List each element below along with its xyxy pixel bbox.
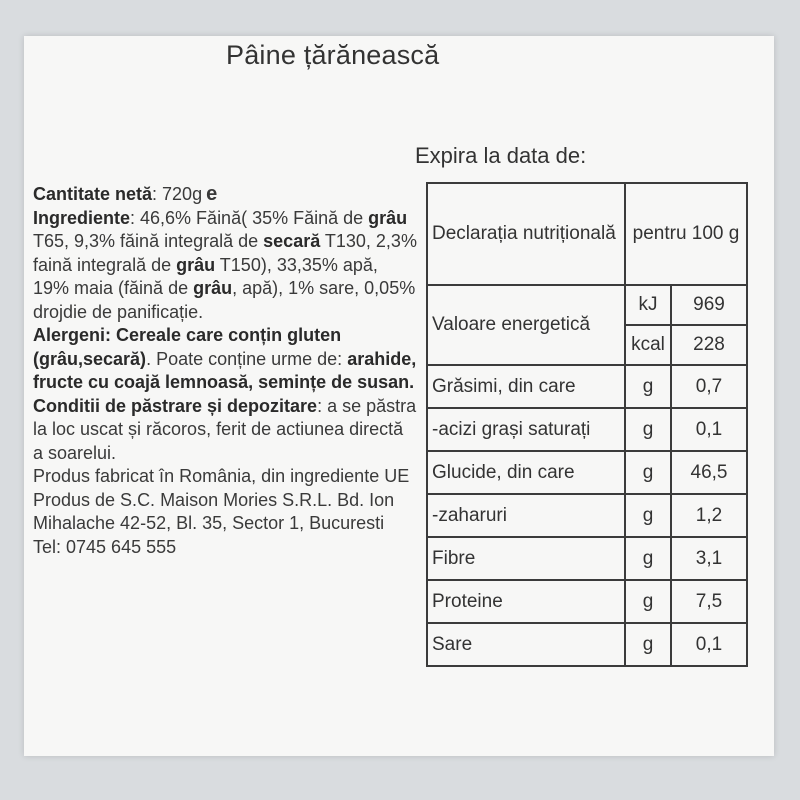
ingredients-label: Ingrediente: [33, 207, 131, 228]
nutrient-unit: g: [625, 408, 671, 451]
product-title: Pâine țărănească: [226, 40, 440, 70]
ingredients-text: , apă), 1% sare, 0,05% drojdie de panificație.: [33, 278, 416, 322]
storage-label: Conditii de păstrare și depozitare: [33, 395, 318, 416]
nutrient-value: 7,5: [671, 580, 747, 623]
energy-kcal-value: 228: [671, 325, 747, 365]
storage-text: : a se păstra la loc uscat și răcoros, ferit de actiunea directă a soarelui.: [33, 395, 417, 463]
storage-conditions: [33, 395, 418, 466]
allergen-highlight: secară: [263, 231, 321, 251]
table-row: [427, 537, 747, 580]
nutrient-value: 46,5: [671, 451, 747, 494]
nutrient-unit: g: [625, 623, 671, 666]
nutrient-name: Fibre: [427, 537, 625, 580]
nutrient-name: Sare: [427, 623, 625, 666]
ingredients-text: T65, 9,3% făină integrală de: [33, 231, 264, 251]
table-row: [427, 408, 747, 451]
nutrient-unit: g: [625, 580, 671, 623]
ingredients-text: T130, 2,3% faină integrală de: [33, 231, 417, 275]
table-row: [427, 580, 747, 623]
table-row: [427, 183, 747, 285]
nutrient-unit: g: [625, 494, 671, 537]
table-row: [427, 451, 747, 494]
nutrient-value: 0,1: [671, 623, 747, 666]
ingredients-text: T150), 33,35% apă, 19% maia (făină de: [33, 254, 378, 298]
net-quantity-label: Cantitate netă: [33, 184, 153, 204]
table-row: [427, 365, 747, 408]
nutrient-value: 0,7: [671, 365, 747, 408]
expiry-label: Expira la data de:: [415, 143, 587, 168]
net-quantity: [33, 183, 418, 207]
nutrition-table: [426, 182, 748, 667]
allergens-label: Alergeni: Cereale care conțin gluten (grâu,secară): [33, 325, 342, 369]
nutrient-value: 3,1: [671, 537, 747, 580]
nutrient-name: Proteine: [427, 580, 625, 623]
nutrient-unit: g: [625, 537, 671, 580]
nutrient-unit: g: [625, 365, 671, 408]
energy-kcal-unit: kcal: [625, 325, 671, 365]
allergens-traces: arahide, fructe cu coajă lemnoasă, semințe de susan.: [33, 348, 417, 392]
nutrient-value: 0,1: [671, 408, 747, 451]
net-quantity-value: : 720g: [152, 184, 203, 204]
nutrient-name: Glucide, din care: [427, 451, 625, 494]
nutrient-value: 1,2: [671, 494, 747, 537]
origin: Produs fabricat în România, din ingrediente UE: [33, 466, 410, 486]
energy-kj-unit: kJ: [625, 285, 671, 325]
table-row: [427, 623, 747, 666]
ingredients: [33, 207, 418, 325]
nutrient-name: -zaharuri: [427, 494, 625, 537]
allergens-text: . Poate conține urme de:: [146, 348, 348, 369]
allergens: [33, 324, 418, 395]
allergen-highlight: grâu: [193, 278, 233, 298]
product-info-text: [33, 183, 418, 559]
estimated-sign: e: [206, 183, 218, 205]
table-row: [427, 494, 747, 537]
nutrient-name: Grăsimi, din care: [427, 365, 625, 408]
nutrition-header-label: Declarația nutrițională: [427, 183, 625, 285]
phone: Tel: 0745 645 555: [33, 536, 177, 557]
ingredients-text: : 46,6% Făină( 35% Făină de: [130, 207, 369, 228]
table-row: [427, 285, 747, 325]
energy-kj-value: 969: [671, 285, 747, 325]
nutrient-name: -acizi grași saturați: [427, 408, 625, 451]
producer: Produs de S.C. Maison Mories S.R.L. Bd. Ion Mihalache 42-52, Bl. 35, Sector 1, Bucuresti: [33, 489, 395, 533]
energy-label: Valoare energetică: [427, 285, 625, 365]
nutrient-unit: g: [625, 451, 671, 494]
nutrition-header-per: pentru 100 g: [625, 183, 747, 285]
allergen-highlight: grâu: [368, 207, 408, 228]
allergen-highlight: grâu: [176, 254, 216, 275]
